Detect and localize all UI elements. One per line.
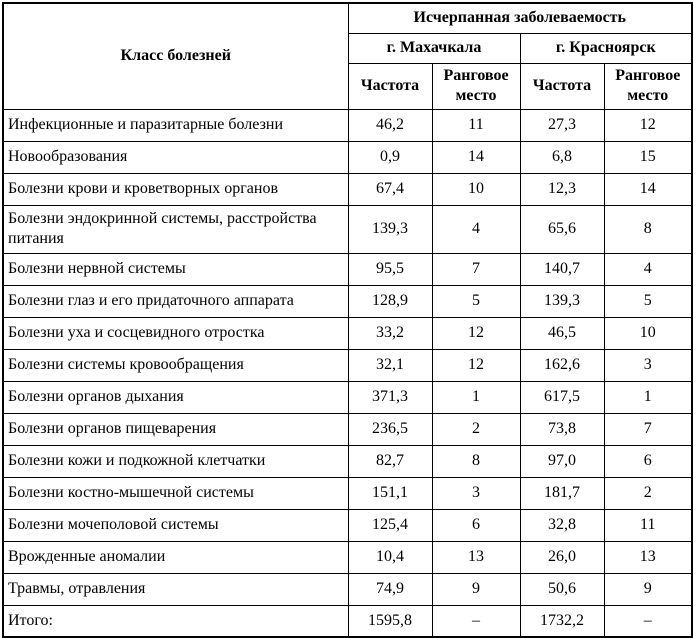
disease-class-cell: Болезни уха и сосцевидного отростка [3,317,348,349]
makhachkala-frequency-cell: 0,9 [348,141,432,173]
table-row [3,477,692,509]
makhachkala-frequency-cell: 125,4 [348,509,432,541]
krasnoyarsk-frequency-cell: 181,7 [520,477,604,509]
makhachkala-rank-cell: 12 [432,317,520,349]
makhachkala-frequency-cell: 74,9 [348,573,432,605]
krasnoyarsk-frequency-cell: 65,6 [520,205,604,253]
disease-class-cell: Болезни органов пищеварения [3,413,348,445]
makhachkala-rank-cell: 11 [432,109,520,141]
krasnoyarsk-rank-header: Ранговое место [604,63,692,109]
makhachkala-rank-cell: 13 [432,541,520,573]
makhachkala-rank-cell: 10 [432,173,520,205]
krasnoyarsk-frequency-cell: 139,3 [520,285,604,317]
makhachkala-header: г. Махачкала [348,33,520,63]
krasnoyarsk-frequency-cell: 27,3 [520,109,604,141]
krasnoyarsk-rank-cell: 13 [604,541,692,573]
makhachkala-frequency-total-cell: 1595,8 [348,605,432,637]
morbidity-table [2,2,693,638]
makhachkala-frequency-cell: 82,7 [348,445,432,477]
table-row [3,541,692,573]
krasnoyarsk-rank-cell: 11 [604,509,692,541]
makhachkala-rank-cell: 8 [432,445,520,477]
table-row [3,349,692,381]
makhachkala-rank-cell: 2 [432,413,520,445]
makhachkala-frequency-cell: 33,2 [348,317,432,349]
table-row [3,141,692,173]
krasnoyarsk-rank-cell: 12 [604,109,692,141]
krasnoyarsk-rank-cell: 6 [604,445,692,477]
krasnoyarsk-rank-cell: 3 [604,349,692,381]
makhachkala-rank-cell: 12 [432,349,520,381]
total-label-cell: Итого: [3,605,348,637]
krasnoyarsk-rank-cell: 10 [604,317,692,349]
table-row [3,253,692,285]
krasnoyarsk-frequency-cell: 617,5 [520,381,604,413]
table-row [3,445,692,477]
disease-class-cell: Врожденные аномалии [3,541,348,573]
makhachkala-frequency-cell: 95,5 [348,253,432,285]
krasnoyarsk-frequency-cell: 26,0 [520,541,604,573]
krasnoyarsk-rank-cell: 7 [604,413,692,445]
krasnoyarsk-frequency-cell: 97,0 [520,445,604,477]
krasnoyarsk-rank-cell: 9 [604,573,692,605]
krasnoyarsk-rank-cell: 4 [604,253,692,285]
makhachkala-rank-cell: 5 [432,285,520,317]
disease-class-cell: Болезни глаз и его придаточного аппарата [3,285,348,317]
header-row-group [3,3,692,33]
disease-class-cell: Травмы, отравления [3,573,348,605]
total-row [3,605,692,637]
krasnoyarsk-frequency-cell: 32,8 [520,509,604,541]
disease-class-cell: Новообразования [3,141,348,173]
makhachkala-frequency-cell: 371,3 [348,381,432,413]
disease-class-column-header: Класс болезней [3,3,348,109]
makhachkala-rank-cell: 14 [432,141,520,173]
krasnoyarsk-frequency-cell: 140,7 [520,253,604,285]
table-row [3,573,692,605]
makhachkala-rank-cell: 7 [432,253,520,285]
table-row [3,381,692,413]
disease-class-cell: Болезни органов дыхания [3,381,348,413]
table-row [3,413,692,445]
makhachkala-rank-cell: 6 [432,509,520,541]
makhachkala-frequency-cell: 10,4 [348,541,432,573]
makhachkala-rank-total-cell: – [432,605,520,637]
table-row [3,317,692,349]
disease-class-cell: Инфекционные и паразитарные болезни [3,109,348,141]
makhachkala-rank-cell: 9 [432,573,520,605]
makhachkala-rank-cell: 1 [432,381,520,413]
makhachkala-frequency-cell: 236,5 [348,413,432,445]
krasnoyarsk-frequency-total-cell: 1732,2 [520,605,604,637]
makhachkala-frequency-cell: 139,3 [348,205,432,253]
makhachkala-frequency-cell: 151,1 [348,477,432,509]
krasnoyarsk-rank-cell: 8 [604,205,692,253]
makhachkala-rank-header: Ранговое место [432,63,520,109]
krasnoyarsk-rank-total-cell: – [604,605,692,637]
krasnoyarsk-frequency-cell: 73,8 [520,413,604,445]
krasnoyarsk-rank-cell: 5 [604,285,692,317]
table-row [3,285,692,317]
makhachkala-frequency-header: Частота [348,63,432,109]
makhachkala-frequency-cell: 46,2 [348,109,432,141]
table-row [3,173,692,205]
disease-class-cell: Болезни мочеполовой системы [3,509,348,541]
krasnoyarsk-frequency-cell: 12,3 [520,173,604,205]
krasnoyarsk-frequency-cell: 46,5 [520,317,604,349]
krasnoyarsk-frequency-header: Частота [520,63,604,109]
krasnoyarsk-rank-cell: 1 [604,381,692,413]
disease-class-cell: Болезни крови и кроветворных органов [3,173,348,205]
makhachkala-frequency-cell: 32,1 [348,349,432,381]
disease-class-cell: Болезни костно-мышечной системы [3,477,348,509]
makhachkala-rank-cell: 3 [432,477,520,509]
krasnoyarsk-frequency-cell: 162,6 [520,349,604,381]
disease-class-cell: Болезни нервной системы [3,253,348,285]
krasnoyarsk-rank-cell: 15 [604,141,692,173]
table-row [3,109,692,141]
krasnoyarsk-frequency-cell: 50,6 [520,573,604,605]
krasnoyarsk-rank-cell: 2 [604,477,692,509]
makhachkala-frequency-cell: 128,9 [348,285,432,317]
table-row [3,509,692,541]
disease-class-cell: Болезни кожи и подкожной клетчатки [3,445,348,477]
makhachkala-rank-cell: 4 [432,205,520,253]
disease-class-cell: Болезни эндокринной системы, расстройства питания [3,205,348,253]
krasnoyarsk-rank-cell: 14 [604,173,692,205]
table-row [3,205,692,253]
makhachkala-frequency-cell: 67,4 [348,173,432,205]
krasnoyarsk-header: г. Красноярск [520,33,692,63]
krasnoyarsk-frequency-cell: 6,8 [520,141,604,173]
disease-class-cell: Болезни системы кровообращения [3,349,348,381]
exhausted-morbidity-header: Исчерпанная заболеваемость [348,3,692,33]
